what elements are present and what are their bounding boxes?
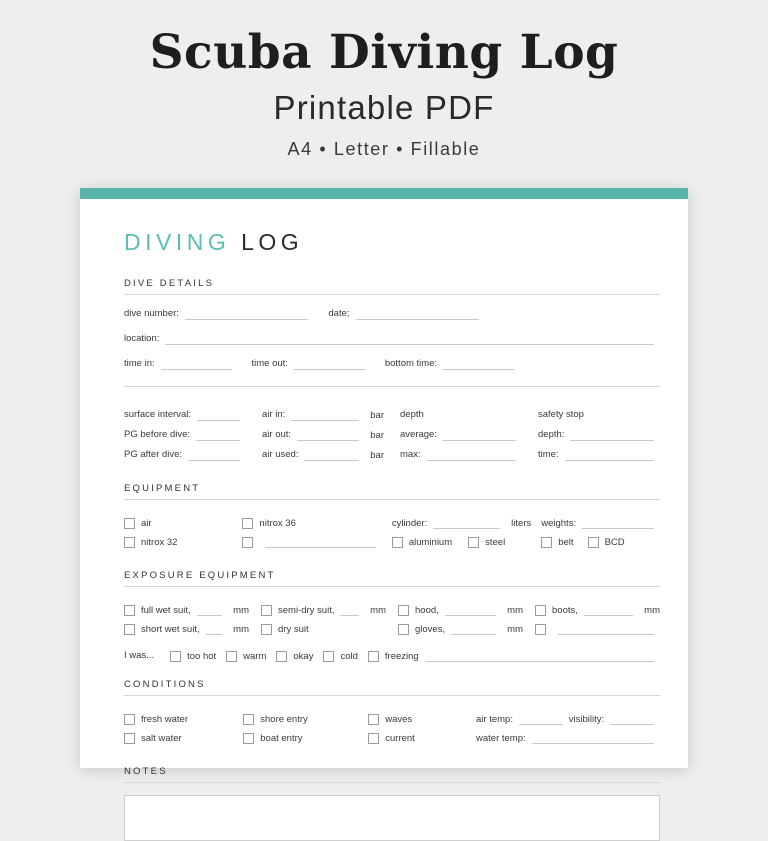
row-pg-after	[124, 441, 246, 461]
label-bottom-time: bottom time:	[384, 358, 438, 369]
checkbox-exposure-other[interactable]	[535, 624, 546, 635]
label-current: current	[385, 733, 415, 744]
field-air-used[interactable]	[304, 449, 359, 461]
row-safety-time	[538, 441, 660, 461]
label-air-temp: air temp:	[476, 713, 513, 725]
row-exposure-other	[535, 620, 660, 639]
unit-mm: mm	[233, 605, 249, 616]
section-heading-notes: NOTES	[124, 766, 168, 777]
field-average-depth[interactable]	[443, 429, 516, 441]
checkbox-row-nitrox36[interactable]	[242, 514, 381, 533]
field-boots-thickness[interactable]	[584, 604, 633, 616]
checkbox-boots[interactable]	[535, 605, 546, 616]
field-exposure-other[interactable]	[558, 623, 654, 635]
weights-type-row	[541, 533, 660, 552]
label-boots: boots,	[552, 605, 578, 616]
label-visibility: visibility:	[568, 713, 605, 725]
field-time-in[interactable]	[161, 358, 232, 370]
checkbox-warm[interactable]	[226, 651, 237, 662]
label-air-in: air in:	[262, 409, 286, 420]
row-water-temp	[476, 729, 660, 748]
section-heading-exposure: EXPOSURE EQUIPMENT	[124, 570, 276, 581]
field-location[interactable]	[165, 333, 654, 345]
label-safety-depth: depth:	[538, 429, 565, 440]
label-steel: steel	[485, 537, 506, 548]
field-comfort-note[interactable]	[425, 650, 654, 662]
label-aluminium: aluminium	[408, 537, 453, 548]
label-bcd: BCD	[604, 537, 625, 548]
label-max: max:	[400, 449, 421, 460]
divider	[124, 386, 660, 387]
checkbox-belt[interactable]	[541, 537, 552, 548]
comfort-row	[124, 645, 660, 667]
checkbox-other-gas[interactable]	[242, 537, 253, 548]
field-visibility[interactable]	[610, 713, 654, 725]
label-semi-dry-suit: semi-dry suit,	[278, 605, 335, 616]
field-air-out[interactable]	[297, 429, 359, 441]
divider	[124, 695, 660, 696]
checkbox-dry-suit[interactable]	[261, 624, 272, 635]
unit-liters: liters	[511, 518, 532, 529]
label-freezing: freezing	[384, 650, 419, 662]
row-air-in	[262, 401, 384, 421]
divider	[124, 586, 660, 587]
row-air-used	[262, 441, 384, 461]
label-location: location:	[124, 333, 160, 344]
checkbox-row-waves[interactable]	[368, 710, 466, 729]
checkbox-waves[interactable]	[368, 714, 379, 725]
checkbox-air[interactable]	[124, 518, 135, 529]
unit-bar: bar	[370, 450, 384, 461]
label-nitrox32: nitrox 32	[141, 537, 178, 548]
label-air-used: air used:	[262, 449, 299, 460]
field-date[interactable]	[356, 308, 479, 320]
row-location	[124, 333, 660, 345]
checkbox-row-other-gas[interactable]	[242, 533, 381, 552]
promo-subtitle: Printable PDF	[273, 89, 495, 127]
field-time-out[interactable]	[294, 358, 365, 370]
checkbox-hood[interactable]	[398, 605, 409, 616]
checkbox-aluminium[interactable]	[392, 537, 403, 548]
checkbox-cold[interactable]	[323, 651, 334, 662]
dive-params-grid	[124, 401, 660, 461]
row-gloves	[398, 620, 523, 639]
row-pg-before	[124, 421, 246, 441]
checkbox-nitrox36[interactable]	[242, 518, 253, 529]
checkbox-bcd[interactable]	[588, 537, 599, 548]
label-okay: okay	[293, 650, 314, 662]
label-salt-water: salt water	[141, 733, 182, 744]
unit-mm: mm	[507, 624, 523, 635]
promo-header	[0, 0, 768, 160]
checkbox-semi-dry-suit[interactable]	[261, 605, 272, 616]
label-dry-suit: dry suit	[278, 624, 309, 635]
label-safety-time: time:	[538, 449, 559, 460]
field-cylinder[interactable]	[433, 517, 500, 529]
section-heading-equipment: EQUIPMENT	[124, 483, 201, 494]
unit-mm: mm	[507, 605, 523, 616]
checkbox-salt-water[interactable]	[124, 733, 135, 744]
label-boat-entry: boat entry	[260, 733, 303, 744]
label-shore-entry: shore entry	[260, 714, 308, 725]
row-weights	[541, 514, 660, 533]
cylinder-material-row	[392, 533, 531, 552]
label-average: average:	[400, 429, 437, 440]
label-depth: depth	[400, 409, 424, 420]
label-cold: cold	[340, 650, 358, 662]
label-gloves: gloves,	[415, 624, 446, 635]
label-cylinder: cylinder:	[391, 517, 428, 529]
field-safety-depth[interactable]	[570, 429, 654, 441]
equipment-grid	[124, 514, 660, 552]
pdf-preview-page	[80, 188, 688, 777]
checkbox-row-salt-water[interactable]	[124, 729, 233, 748]
notes-textarea[interactable]	[124, 795, 660, 841]
field-pg-before[interactable]	[196, 429, 240, 441]
divider	[124, 499, 660, 500]
row-surface-interval	[124, 401, 246, 421]
label-dive-number: dive number:	[124, 308, 179, 319]
label-full-wet-suit: full wet suit,	[141, 605, 191, 616]
field-short-wet-suit-thickness[interactable]	[206, 623, 223, 635]
checkbox-row-fresh-water[interactable]	[124, 710, 233, 729]
field-dive-number[interactable]	[185, 308, 308, 320]
checkbox-nitrox32[interactable]	[124, 537, 135, 548]
page-title-rest: LOG	[241, 229, 304, 255]
checkbox-row-current[interactable]	[368, 729, 466, 748]
label-waves: waves	[385, 714, 413, 725]
label-i-was: I was...	[124, 650, 155, 661]
field-safety-time[interactable]	[565, 449, 654, 461]
unit-bar: bar	[370, 410, 384, 421]
checkbox-full-wet-suit[interactable]	[124, 605, 135, 616]
promo-formats: A4 • Letter • Fillable	[287, 139, 481, 160]
row-boots	[535, 601, 660, 620]
label-warm: warm	[243, 650, 267, 662]
field-air-temp[interactable]	[519, 713, 563, 725]
section-heading-dive-details: DIVE DETAILS	[124, 278, 215, 289]
label-pg-before: PG before dive:	[124, 429, 191, 440]
checkbox-current[interactable]	[368, 733, 379, 744]
page-title-accent: DIVING	[124, 229, 231, 255]
checkbox-fresh-water[interactable]	[124, 714, 135, 725]
label-safety-stop: safety stop	[538, 409, 584, 420]
section-heading-conditions: CONDITIONS	[124, 679, 206, 690]
row-dive-number-date	[124, 308, 660, 320]
label-weights: weights:	[541, 517, 577, 529]
field-full-wet-suit-thickness[interactable]	[197, 604, 223, 616]
label-surface-interval: surface interval:	[124, 409, 192, 420]
exposure-grid	[124, 601, 660, 639]
field-weights[interactable]	[582, 517, 654, 529]
checkbox-steel[interactable]	[468, 537, 479, 548]
label-belt: belt	[558, 537, 574, 548]
row-air-temp-visibility	[476, 710, 660, 729]
page-accent-bar	[80, 188, 688, 199]
unit-mm: mm	[233, 624, 249, 635]
row-average-depth	[400, 421, 522, 441]
row-safety-stop-heading	[538, 401, 660, 421]
checkbox-gloves[interactable]	[398, 624, 409, 635]
unit-bar: bar	[370, 430, 384, 441]
label-air: air	[141, 518, 152, 529]
checkbox-okay[interactable]	[276, 651, 287, 662]
checkbox-row-shore-entry[interactable]	[243, 710, 358, 729]
checkbox-shore-entry[interactable]	[243, 714, 254, 725]
row-times	[124, 358, 660, 370]
label-hood: hood,	[415, 605, 439, 616]
row-short-wet-suit	[124, 620, 249, 639]
row-depth-heading	[400, 401, 522, 421]
row-max-depth	[400, 441, 522, 461]
page-content	[80, 199, 688, 841]
divider	[124, 294, 660, 295]
row-dry-suit	[261, 620, 386, 639]
label-water-temp: water temp:	[476, 732, 526, 744]
field-surface-interval[interactable]	[197, 409, 240, 421]
label-short-wet-suit: short wet suit,	[141, 624, 200, 635]
checkbox-too-hot[interactable]	[170, 651, 181, 662]
field-max-depth[interactable]	[427, 449, 516, 461]
row-semi-dry-suit	[261, 601, 386, 620]
field-semi-dry-suit-thickness[interactable]	[340, 604, 359, 616]
label-time-out: time out:	[251, 358, 288, 369]
divider	[124, 782, 660, 783]
field-hood-thickness[interactable]	[445, 604, 496, 616]
field-air-in[interactable]	[291, 409, 359, 421]
checkbox-row-air[interactable]	[124, 514, 232, 533]
checkbox-short-wet-suit[interactable]	[124, 624, 135, 635]
field-pg-after[interactable]	[188, 449, 240, 461]
label-time-in: time in:	[124, 358, 155, 369]
checkbox-row-boat-entry[interactable]	[243, 729, 358, 748]
row-air-out	[262, 421, 384, 441]
unit-mm: mm	[370, 605, 386, 616]
label-pg-after: PG after dive:	[124, 449, 183, 460]
field-other-gas[interactable]	[265, 536, 375, 548]
promo-title: Scuba Diving Log	[149, 25, 619, 80]
field-gloves-thickness[interactable]	[451, 623, 496, 635]
label-date: date;	[328, 308, 350, 319]
field-water-temp[interactable]	[532, 732, 654, 744]
label-too-hot: too hot	[187, 650, 217, 662]
page-title	[124, 229, 660, 256]
label-fresh-water: fresh water	[141, 714, 188, 725]
field-bottom-time[interactable]	[443, 358, 514, 370]
label-air-out: air out:	[262, 429, 292, 440]
checkbox-boat-entry[interactable]	[243, 733, 254, 744]
conditions-grid	[124, 710, 660, 748]
row-full-wet-suit	[124, 601, 249, 620]
checkbox-row-nitrox32[interactable]	[124, 533, 232, 552]
unit-mm: mm	[644, 605, 660, 616]
checkbox-freezing[interactable]	[368, 651, 379, 662]
row-hood	[398, 601, 523, 620]
row-cylinder	[392, 514, 531, 533]
label-nitrox36: nitrox 36	[259, 518, 296, 529]
row-safety-depth	[538, 421, 660, 441]
